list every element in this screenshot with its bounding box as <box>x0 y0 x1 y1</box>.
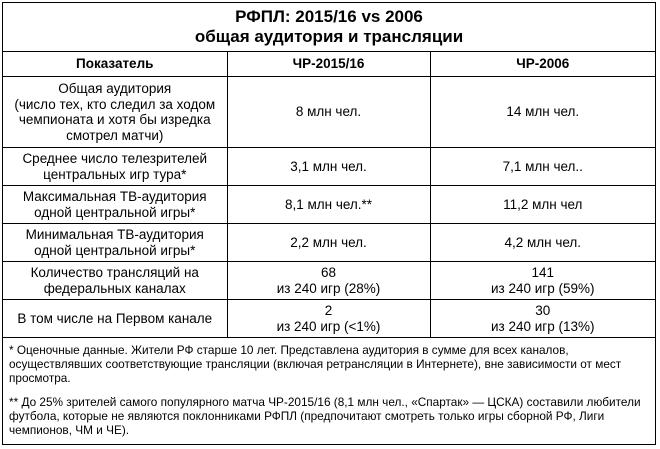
value-line: 4,2 млн чел. <box>504 234 582 250</box>
value-line: 14 млн чел. <box>506 104 580 120</box>
value-2006 <box>430 186 655 224</box>
label-line: одной центральной игры* <box>34 204 196 220</box>
label-line: Максимальная ТВ-аудитория <box>22 189 207 204</box>
label-line: смотрел матчи) <box>66 127 164 143</box>
value-line: 141 <box>531 265 555 280</box>
value-line: 30 <box>535 303 551 318</box>
table-header-row <box>3 52 655 77</box>
value-2006 <box>430 224 655 262</box>
footnote-1: * Оценочные данные. Жители РФ старше 10 лет. Представлена аудитория в сумме для всех каналов, осуществлявших соответствующие трансляции (включая ретрансляции в Интернете), вне зависимости от мест просмотра. <box>9 343 622 385</box>
label-line: Минимальная ТВ-аудитория <box>25 227 204 242</box>
label-line: Количество трансляций на <box>30 265 199 280</box>
value-line: 3,1 млн чел. <box>290 158 367 174</box>
document-frame <box>2 2 656 445</box>
table-row <box>3 77 655 148</box>
table-row <box>3 262 655 300</box>
value-2015-16 <box>227 77 430 148</box>
footnote-2: ** До 25% зрителей самого популярного матча ЧР-2015/16 (8,1 млн чел., «Спартак» — ЦСКА) составили любители футбола, которые не являются поклонниками РФПЛ (предпочитают смотреть только игры сборной РФ, Лиги чемпионов, ЧМ и ЧЕ). <box>9 395 641 437</box>
value-2015-16 <box>227 262 430 300</box>
value-line: 8,1 млн чел.** <box>284 196 373 212</box>
title-line-2: общая аудитория и трансляции <box>194 27 464 46</box>
value-line: из 240 игр (28%) <box>276 280 381 296</box>
row-label <box>3 300 227 338</box>
row-label <box>3 186 227 224</box>
value-2006 <box>430 148 655 186</box>
label-line: (число тех, кто следил за ходом <box>14 96 216 112</box>
value-2006 <box>430 77 655 148</box>
label-line: В том числе на Первом канале <box>17 310 213 326</box>
row-label <box>3 262 227 300</box>
value-2015-16 <box>227 300 430 338</box>
label-line: федеральных каналах <box>43 280 186 296</box>
footnotes <box>3 338 655 437</box>
value-2015-16 <box>227 148 430 186</box>
table-row <box>3 186 655 224</box>
title-block <box>3 3 655 51</box>
label-line: Среднее число телезрителей <box>22 151 208 166</box>
label-line: чемпионата и хотя бы изредка <box>18 112 211 127</box>
table-row <box>3 224 655 262</box>
header-2006: ЧР-2006 <box>430 52 655 77</box>
label-line: одной центральной игры* <box>34 242 196 258</box>
value-2015-16 <box>227 224 430 262</box>
title-line-1: РФПЛ: 2015/16 vs 2006 <box>235 7 423 26</box>
header-indicator: Показатель <box>3 52 227 77</box>
row-label <box>3 224 227 262</box>
comparison-table <box>3 51 655 338</box>
value-line: 68 <box>320 265 337 280</box>
value-line: из 240 игр (<1%) <box>276 318 381 334</box>
label-line: Общая аудитория <box>58 81 172 96</box>
value-line: 2,2 млн чел. <box>290 234 367 250</box>
table-row <box>3 300 655 338</box>
row-label <box>3 77 227 148</box>
label-line: центральных игр тура* <box>43 166 187 182</box>
value-2006 <box>430 300 655 338</box>
value-line: 7,1 млн чел.. <box>502 158 583 174</box>
value-line: 8 млн чел. <box>295 104 362 120</box>
value-line: из 240 игр (13%) <box>491 318 595 334</box>
value-2006 <box>430 262 655 300</box>
value-2015-16 <box>227 186 430 224</box>
table-row <box>3 148 655 186</box>
value-line: 2 <box>324 303 333 318</box>
value-line: 11,2 млн чел <box>503 196 583 212</box>
header-2015-16: ЧР-2015/16 <box>227 52 430 77</box>
row-label <box>3 148 227 186</box>
value-line: из 240 игр (59%) <box>491 280 595 296</box>
